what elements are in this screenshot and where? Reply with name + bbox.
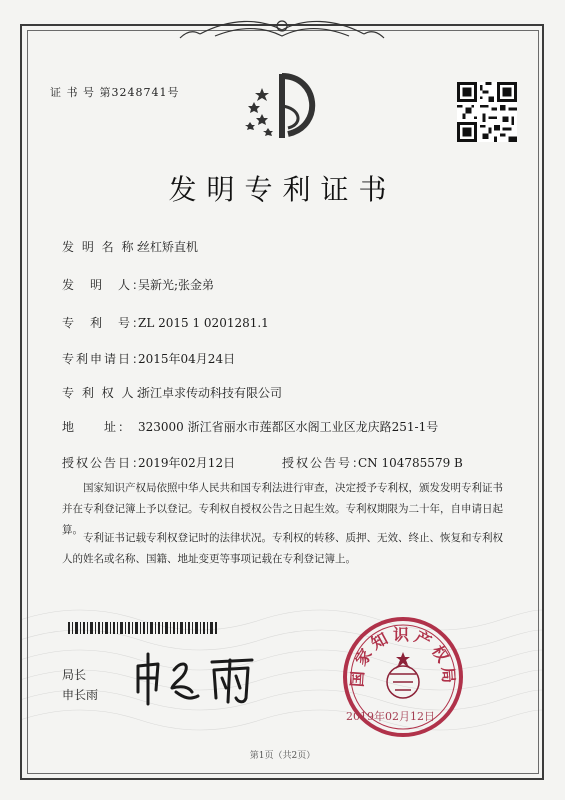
field-label: 发 明 名 称： [62, 240, 150, 254]
certificate-number: 证 书 号 第3248741号 [50, 86, 180, 99]
field-grant-date [62, 454, 235, 471]
field-label: 专 利 权 人： [62, 386, 150, 400]
field-value: 吴新光;张金弟 [138, 278, 215, 292]
field-value: 丝杠矫直机 [138, 240, 199, 254]
seal-date: 2019年02月12日 [346, 710, 435, 723]
certificate-title: 发明专利证书 [168, 173, 397, 206]
legal-status-statement: 专利证书记载专利权登记时的法律状况。专利权的转移、质押、无效、终止、恢复和专利权人的姓名或名称、国籍、地址变更等事项记载在专利登记簿上。 [62, 532, 503, 565]
field-label: 发 明 人： [62, 278, 147, 292]
page-number: 第1页（共2页） [249, 751, 316, 761]
seal-text: 国家知识产权局 [347, 625, 459, 688]
director-name: 申长雨 [62, 688, 99, 702]
field-label: 授权公告日： [62, 456, 147, 470]
field-value: 2019年02月12日 [138, 456, 236, 470]
field-invention-name [62, 238, 198, 255]
qr-code-icon [457, 82, 517, 142]
field-patent-number [62, 314, 269, 331]
grant-statement: 国家知识产权局依照中华人民共和国专利法进行审查，决定授予专利权，颁发发明专利证书并在专利登记簿上予以登记。专利权自授权公告之日起生效。专利权期限为二十年，自申请日起算。 [62, 482, 503, 536]
field-application-date [62, 350, 235, 367]
cnipa-logo-icon [232, 66, 332, 146]
barcode-icon [68, 622, 218, 634]
field-value: 浙江卓求传动科技有限公司 [138, 386, 283, 400]
field-value: CN 104785579 B [358, 456, 463, 470]
field-address [62, 418, 438, 435]
director-signature [128, 648, 268, 708]
field-patentee [62, 384, 282, 401]
field-value: 323000 浙江省丽水市莲都区水阁工业区龙庆路251-1号 [138, 420, 439, 434]
field-value: ZL 2015 1 0201281.1 [138, 316, 269, 330]
top-ornament [0, 12, 565, 46]
field-value: 2015年04月24日 [138, 352, 236, 366]
field-label: 授权公告号： [282, 456, 367, 470]
field-label: 专利申请日： [62, 352, 147, 366]
field-label: 地 址： [62, 420, 133, 434]
field-grant-number [282, 454, 463, 471]
director-title: 局长 [62, 668, 87, 682]
field-inventor [62, 276, 214, 293]
field-label: 专 利 号： [62, 316, 147, 330]
